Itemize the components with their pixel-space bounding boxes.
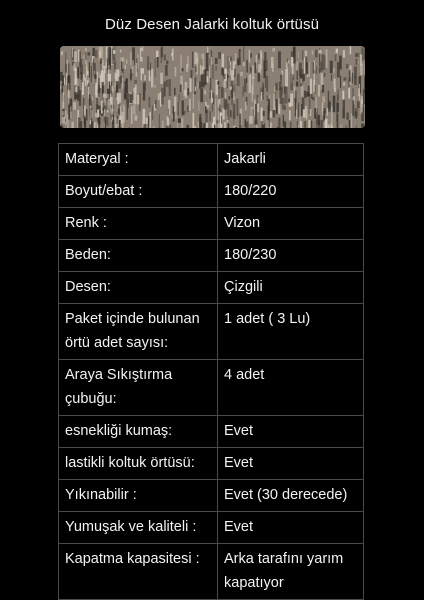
spec-label: Araya Sıkıştırma çubuğu: <box>59 360 218 416</box>
spec-value: Çizgili <box>218 272 364 304</box>
spec-label: Beden: <box>59 240 218 272</box>
spec-row-materyal <box>59 144 364 176</box>
spec-value: 1 adet ( 3 Lu) <box>218 304 364 360</box>
spec-row-paket-adet <box>59 304 364 360</box>
spec-label: Renk : <box>59 208 218 240</box>
spec-row-lastikli <box>59 448 364 480</box>
fabric-texture <box>60 46 365 128</box>
spec-row-esneklik <box>59 416 364 448</box>
spec-value: Jakarli <box>218 144 364 176</box>
spec-value: Vizon <box>218 208 364 240</box>
spec-row-kapatma <box>59 544 364 600</box>
spec-label: Yıkınabilir : <box>59 480 218 512</box>
spec-value: 4 adet <box>218 360 364 416</box>
spec-value: Evet <box>218 448 364 480</box>
page-title: Düz Desen Jalarki koltuk örtüsü <box>104 16 320 33</box>
spec-row-yumusak <box>59 512 364 544</box>
spec-row-renk <box>59 208 364 240</box>
spec-row-yikanabilir <box>59 480 364 512</box>
spec-row-boyut <box>59 176 364 208</box>
spec-label: Desen: <box>59 272 218 304</box>
spec-row-desen <box>59 272 364 304</box>
spec-value: 180/220 <box>218 176 364 208</box>
spec-value: Evet <box>218 416 364 448</box>
spec-label: lastikli koltuk örtüsü: <box>59 448 218 480</box>
spec-table <box>58 143 364 600</box>
spec-row-beden <box>59 240 364 272</box>
spec-label: Paket içinde bulunan örtü adet sayısı: <box>59 304 218 360</box>
spec-value: 180/230 <box>218 240 364 272</box>
spec-value: Evet (30 derecede) <box>218 480 364 512</box>
spec-label: Kapatma kapasitesi : <box>59 544 218 600</box>
spec-label: Materyal : <box>59 144 218 176</box>
spec-label: Yumuşak ve kaliteli : <box>59 512 218 544</box>
spec-label: esnekliği kumaş: <box>59 416 218 448</box>
spec-value: Evet <box>218 512 364 544</box>
fabric-swatch-image <box>60 46 365 128</box>
spec-row-sikistirma-cubugu <box>59 360 364 416</box>
spec-label: Boyut/ebat : <box>59 176 218 208</box>
spec-value: Arka tarafını yarım kapatıyor <box>218 544 364 600</box>
